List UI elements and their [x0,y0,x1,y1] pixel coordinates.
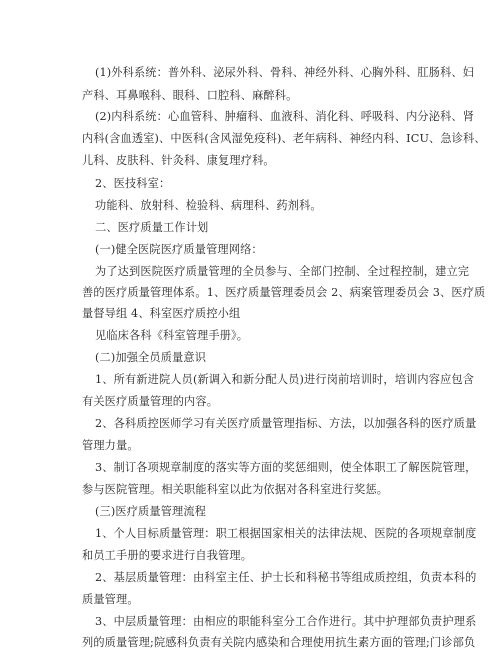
text-line: 量督导组 4、科室医疗质控小组 [82,307,241,320]
text-line: 功能科、放射科、检验科、病理科、药剂科。 [95,199,322,212]
text-line: 善的医疗质量管理体系。1、医疗质量管理委员会 2、病案管理委员会 3、医疗质 [82,286,486,299]
section-heading: 2、医技科室： [95,177,171,190]
section-heading: 二、医疗质量工作计划 [95,221,209,234]
text-line: 见临床各科《科室管理手册》。 [95,329,249,342]
text-line: 2、基层质量管理：由科室主任、护士长和科秘书等组成质控组，负责本科的 [95,571,477,584]
text-line: 儿科、皮肤科、针灸科、康复理疗科。 [82,154,275,167]
text-line: 管理力量。 [82,439,139,452]
text-line: 为了达到医院医疗质量管理的全员参与、全部门控制、全过程控制，建立完 [95,265,470,278]
text-line: 3、制订各项规章制度的落实等方面的奖惩细则，使全体职工了解医院管理， [95,461,477,474]
text-line: 列的质量管理;院感科负责有关院内感染和合理使用抗生素方面的管理;门诊部负 [82,636,476,649]
text-line: 和员工手册的要求进行自我管理。 [82,549,253,562]
text-line: 产科、耳鼻喉科、眼科、口腔科、麻醉科。 [82,89,298,102]
text-line: (1)外科系统：普外科、泌尿外科、骨科、神经外科、心胸外科、肛肠科、妇 [95,66,475,79]
text-line: 1、所有新进院人员(新调入和新分配人员)进行岗前培训时，培训内容应包含 [95,373,475,386]
subsection-heading: (一)健全医院医疗质量管理网络： [95,243,263,256]
text-line: 质量管理。 [82,593,139,606]
text-line: 2、各科质控医师学习有关医疗质量管理指标、方法，以加强各科的医疗质量 [95,417,477,430]
text-line: 参与医院管理。相关职能科室以此为依据对各科室进行奖惩。 [82,483,389,496]
text-line: 内科(含血透室)、中医科(含风湿免疫科)、老年病科、神经内科、ICU、急诊科、 [82,132,486,145]
text-line: (2)内科系统：心血管科、肿瘤科、血液科、消化科、呼吸科、内分泌科、肾 [95,110,475,123]
text-line: 3、中层质量管理：由相应的职能科室分工合作进行。其中护理部负责护理系 [95,615,477,628]
text-line: 有关医疗质量管理的内容。 [82,395,219,408]
subsection-heading: (二)加强全员质量意识 [95,351,207,364]
subsection-heading: (三)医疗质量管理流程 [95,505,207,518]
text-line: 1、个人目标质量管理：职工根据国家相关的法律法规、医院的各项规章制度 [95,527,477,540]
